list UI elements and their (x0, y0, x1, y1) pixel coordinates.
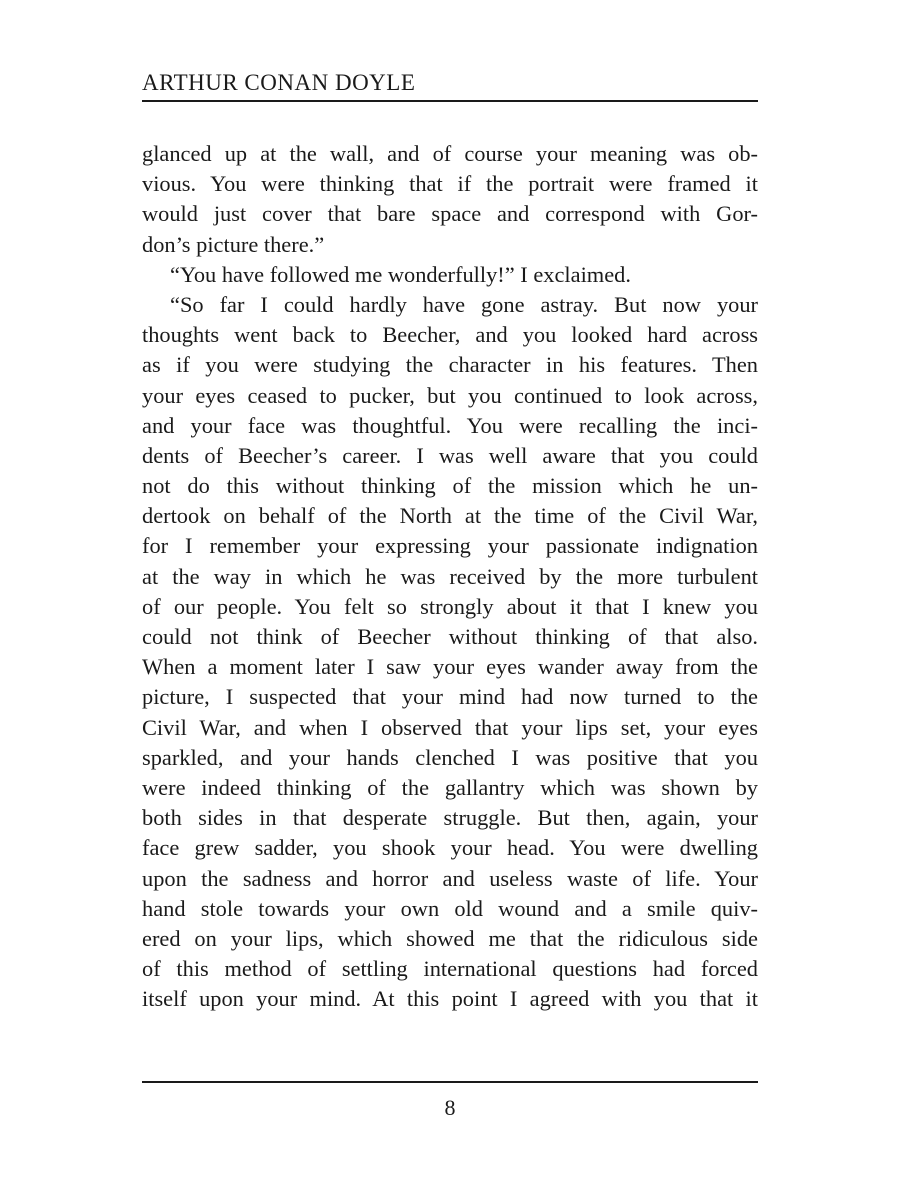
text-line: your eyes ceased to pucker, but you continued to look across, (142, 382, 758, 408)
text-line: would just cover that bare space and correspond with Gor- (142, 201, 758, 227)
text-line: face grew sadder, you shook your head. You were dwelling (142, 835, 758, 861)
text-line: were indeed thinking of the gallantry which was shown by (142, 774, 758, 800)
text-line: not do this without thinking of the mission which he un- (142, 473, 758, 499)
text-line: of our people. You felt so strongly about it that I knew you (142, 593, 758, 619)
text-line: upon the sadness and horror and useless waste of life. Your (142, 865, 758, 891)
text-line: Civil War, and when I observed that your lips set, your eyes (142, 714, 758, 740)
text-line: dertook on behalf of the North at the time of the Civil War, (142, 503, 758, 529)
text-line: picture, I suspected that your mind had now turned to the (142, 684, 758, 710)
text-line: sparkled, and your hands clenched I was positive that you (142, 744, 758, 770)
text-line: When a moment later I saw your eyes wander away from the (142, 654, 758, 680)
text-line: at the way in which he was received by the more turbulent (142, 563, 758, 589)
text-line: don’s picture there.” (142, 231, 325, 257)
text-line: hand stole towards your own old wound and a smile quiv- (142, 895, 758, 921)
text-line: itself upon your mind. At this point I agreed with you that it (142, 986, 758, 1012)
page-number: 8 (444, 1095, 456, 1120)
text-line: ered on your lips, which showed me that the ridiculous side (142, 925, 758, 951)
text-line: vious. You were thinking that if the portrait were framed it (142, 171, 758, 197)
running-head: ARTHUR CONAN DOYLE (142, 70, 416, 95)
text-line: dents of Beecher’s career. I was well aware that you could (142, 442, 758, 468)
footer-rule (142, 1081, 758, 1083)
text-line: thoughts went back to Beecher, and you looked hard across (142, 322, 758, 348)
text-line: for I remember your expressing your passionate indignation (142, 533, 758, 559)
text-line: of this method of settling international questions had forced (142, 956, 758, 982)
text-line: and your face was thoughtful. You were recalling the inci- (142, 412, 758, 438)
text-line: could not think of Beecher without thinking of that also. (142, 624, 758, 649)
text-line: both sides in that desperate struggle. But then, again, your (142, 805, 758, 831)
header-rule (142, 100, 758, 102)
text-line: glanced up at the wall, and of course your meaning was ob- (142, 141, 758, 166)
body-text (142, 139, 758, 1014)
text-line: as if you were studying the character in his features. Then (142, 352, 758, 378)
text-line: “You have followed me wonderfully!” I exclaimed. (170, 261, 631, 287)
text-line: “So far I could hardly have gone astray. But now your (170, 291, 758, 317)
